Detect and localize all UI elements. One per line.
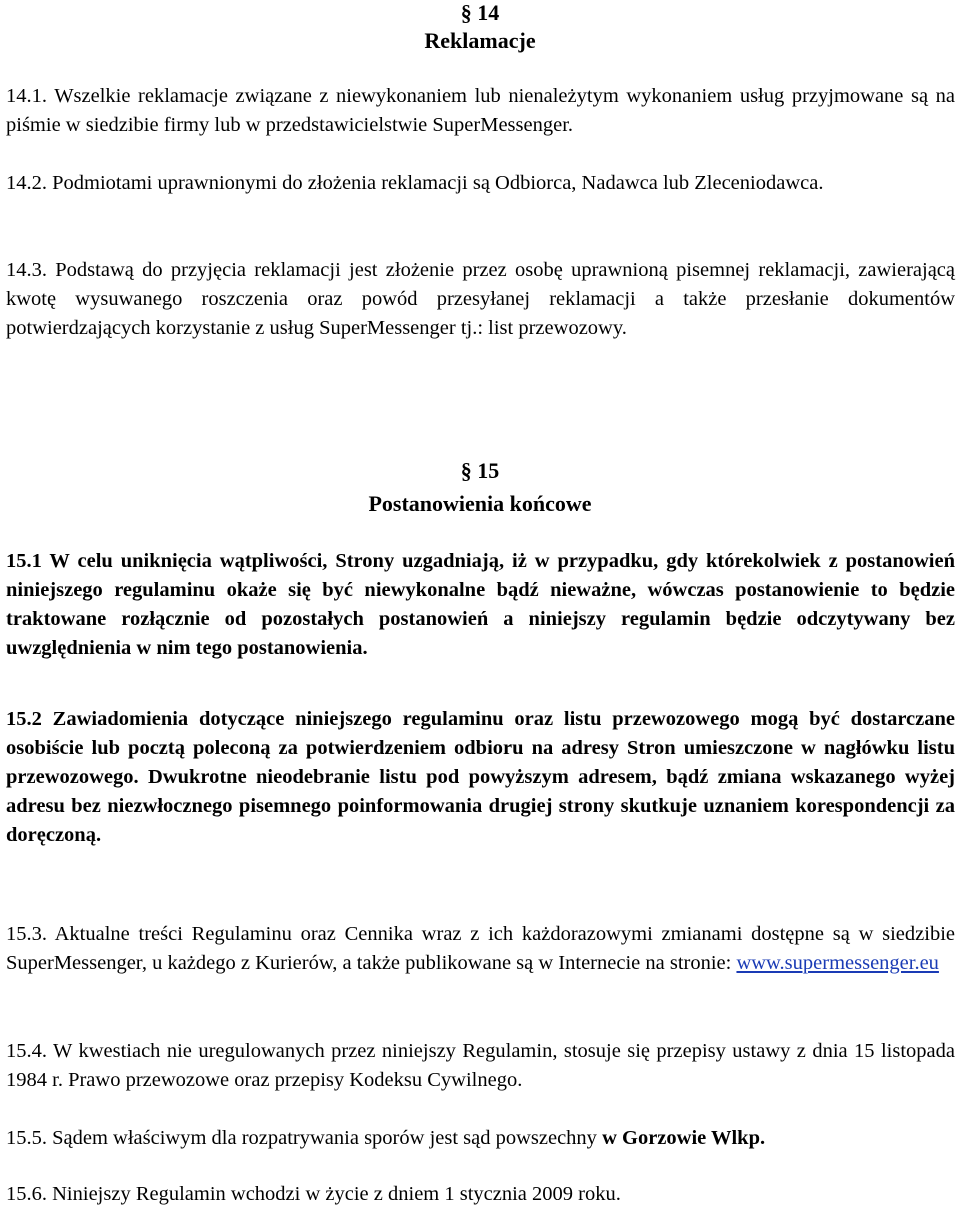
paragraph-15-2: 15.2 Zawiadomienia dotyczące niniejszego regulaminu oraz listu przewozowego mogą być dostarczane osobiście lub pocztą poleconą za potwierdzeniem odbioru na adresy Stron umieszczone w nagłówku listu przewozowego. Dwukrotne nieodebranie listu pod powyższym adresem, bądź zmiana wskazanego wyżej adresu bez niezwłocznego pisemnego poinformowania drugiej strony skutkuje uznaniem korespondencji za doręczoną. [6,708,955,846]
paragraph-14-2: 14.2. Podmiotami uprawnionymi do złożenia reklamacji są Odbiorca, Nadawca lub Zleceniodawca. [6,172,824,194]
paragraph-14-1: 14.1. Wszelkie reklamacje związane z niewykonaniem lub nienależytym wykonaniem usług przyjmowane są na piśmie w siedzibie firmy lub w przedstawicielstwie SuperMessenger. [6,85,955,136]
paragraph-15-3 [6,920,955,978]
section-14-number: § 14 [460,0,500,25]
section-15-number: § 15 [460,458,500,483]
paragraph-15-5-text: 15.5. Sądem właściwym dla rozpatrywania sporów jest sąd powszechny [6,1127,603,1149]
paragraph-15-4: 15.4. W kwestiach nie uregulowanych przez niniejszy Regulamin, stosuje się przepisy ustawy z dnia 15 listopada 1984 r. Prawo przewozowe oraz przepisy Kodeksu Cywilnego. [6,1040,955,1091]
section-14-title: Reklamacje [424,28,536,53]
paragraph-15-5 [6,1124,955,1153]
court-location: w Gorzowie Wlkp. [602,1127,766,1149]
section-15-title: Postanowienia końcowe [368,491,592,516]
paragraph-15-6: 15.6. Niniejszy Regulamin wchodzi w życie z dniem 1 stycznia 2009 roku. [6,1183,621,1205]
paragraph-15-1: 15.1 W celu uniknięcia wątpliwości, Strony uzgadniają, iż w przypadku, gdy którekolwiek z postanowień niniejszego regulaminu okaże się być niewykonalne bądź nieważne, wówczas postanowienie to będzie traktowane rozłącznie od pozostałych postanowień a niniejszy regulamin będzie odczytywany bez uwzględnienia w nim tego postanowienia. [6,550,955,659]
paragraph-14-3: 14.3. Podstawą do przyjęcia reklamacji jest złożenie przez osobę uprawnioną pisemnej reklamacji, zawierającą kwotę wysuwanego roszczenia oraz powód przesyłanej reklamacji a także przesłanie dokumentów potwierdzających korzystanie z usług SuperMessenger tj.: list przewozowy. [6,259,955,339]
paragraph-15-3-text: 15.3. Aktualne treści Regulaminu oraz Cennika wraz z ich każdorazowymi zmianami dostępne są w siedzibie SuperMessenger, u każdego z Kurierów, a także publikowane są w Internecie na stronie: [6,923,955,974]
website-link[interactable]: www.supermessenger.eu [736,952,939,974]
